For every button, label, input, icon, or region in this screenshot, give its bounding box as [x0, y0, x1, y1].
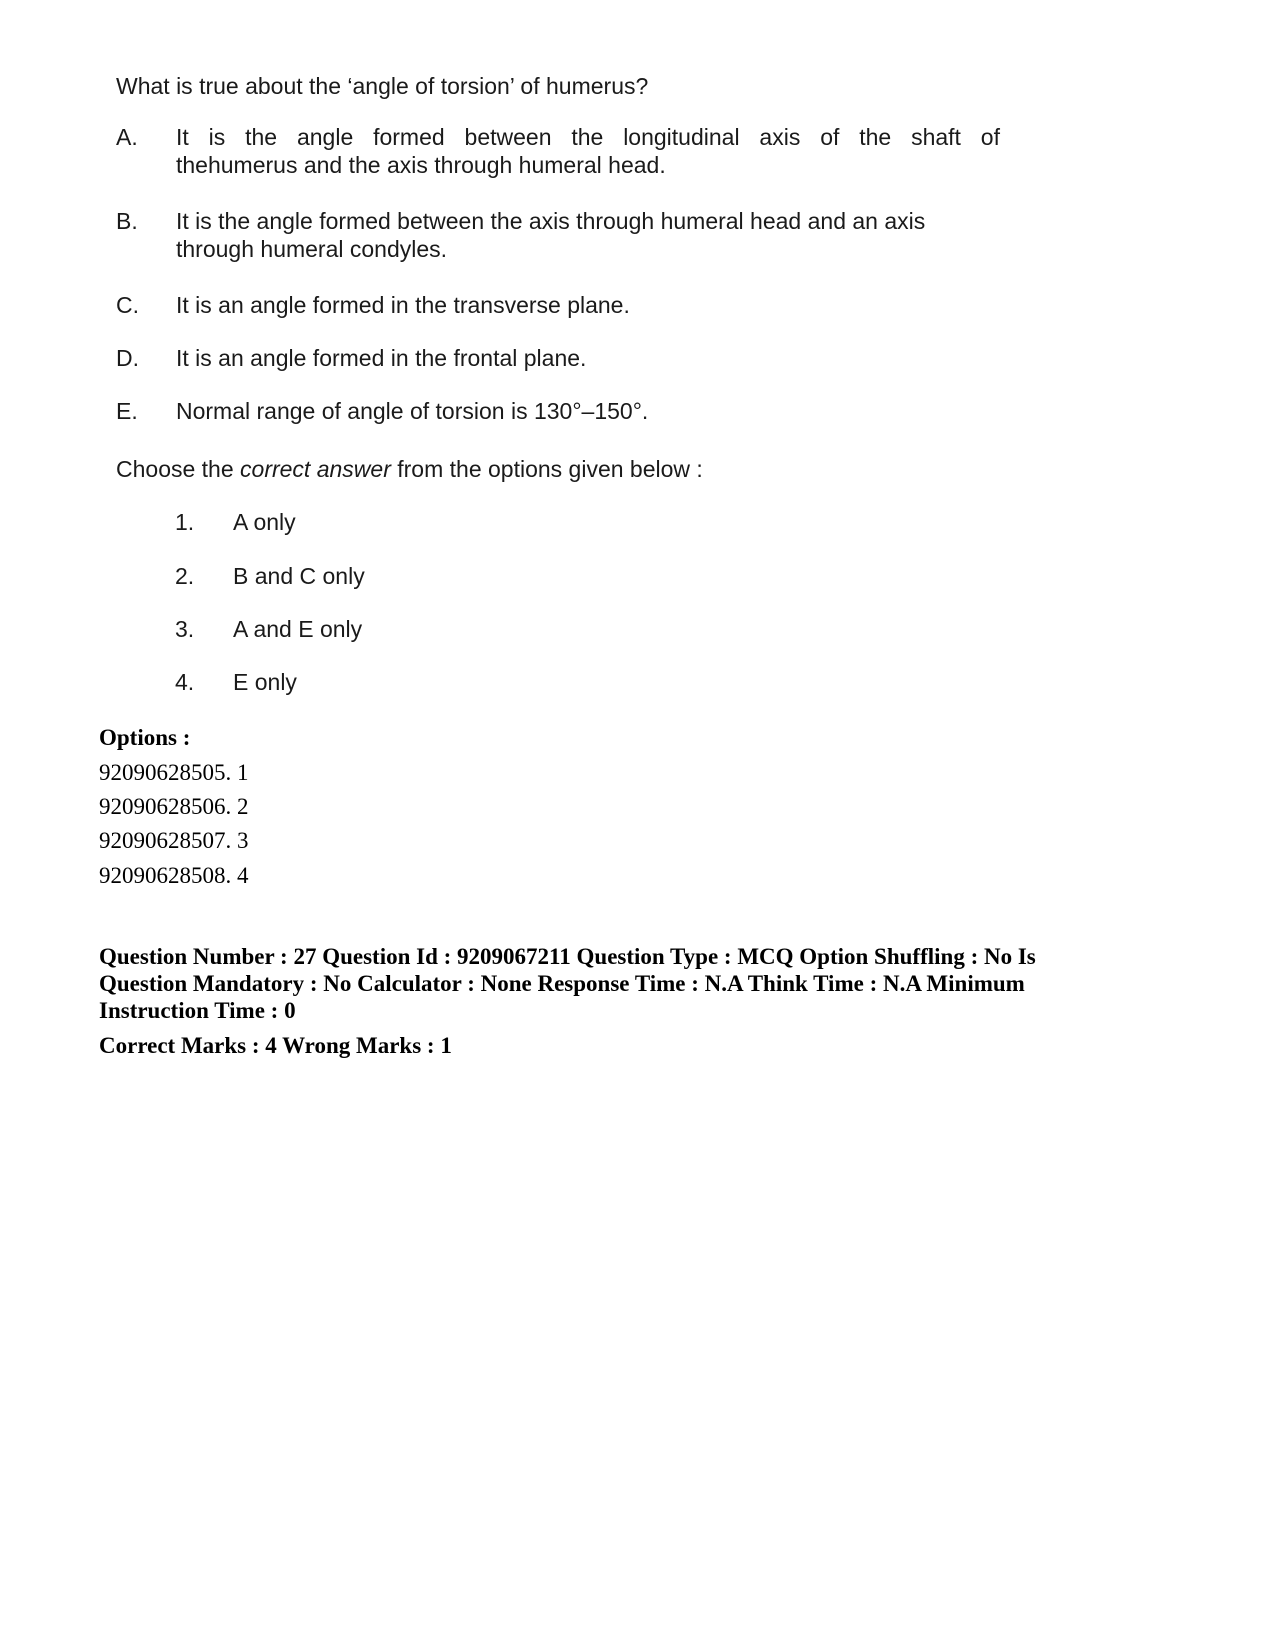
choose-text: from the options given below :: [390, 456, 703, 482]
answer-number: 2.: [175, 563, 195, 589]
statement-line: It is the angle formed between the longitudinal axis of the shaft of: [176, 124, 1000, 150]
statement-line: through humeral condyles.: [176, 236, 448, 262]
statement-body: Normal range of angle of torsion is 130°–150°.: [176, 398, 649, 424]
statement-a: [116, 123, 1000, 183]
options-heading: Options :: [99, 725, 191, 750]
statement-body: It is an angle formed in the transverse plane.: [176, 292, 630, 318]
statement-letter: B.: [116, 208, 138, 234]
option-item: 92090628505. 1: [99, 760, 249, 785]
statement-line: It is the angle formed between the axis through humeral head and an axis: [176, 208, 926, 234]
answer-text: A only: [233, 509, 296, 535]
statement-body: It is an angle formed in the frontal plane.: [176, 345, 587, 371]
question-details-line: Question Mandatory : No Calculator : None Response Time : N.A Think Time : N.A Minimum: [99, 971, 1025, 996]
question-details-line: Instruction Time : 0: [99, 998, 296, 1023]
answer-text: B and C only: [233, 563, 365, 589]
option-item: 92090628506. 2: [99, 794, 249, 819]
statement-b: [116, 207, 1000, 267]
question-details-line: Question Number : 27 Question Id : 9209067211 Question Type : MCQ Option Shuffling : No Is: [99, 944, 1036, 969]
statement-letter: E.: [116, 398, 138, 424]
option-item: 92090628507. 3: [99, 828, 249, 853]
choose-text: Choose the: [116, 456, 241, 482]
answer-number: 1.: [175, 509, 195, 535]
answer-text: E only: [233, 669, 297, 695]
choose-emphasis: correct answer: [240, 456, 391, 482]
question-details: [99, 943, 1159, 1024]
statement-body: [176, 207, 1000, 263]
answer-number: 4.: [175, 669, 195, 695]
statement-letter: A.: [116, 124, 138, 150]
question-text: What is true about the ‘angle of torsion’ of humerus?: [116, 73, 649, 99]
statement-body: [176, 123, 1000, 179]
marks-info: Correct Marks : 4 Wrong Marks : 1: [99, 1033, 452, 1058]
statement-letter: D.: [116, 345, 139, 371]
choose-instruction: [116, 455, 703, 483]
statement-letter: C.: [116, 292, 139, 318]
answer-number: 3.: [175, 616, 195, 642]
answer-text: A and E only: [233, 616, 363, 642]
statement-line: thehumerus and the axis through humeral head.: [176, 152, 666, 178]
option-item: 92090628508. 4: [99, 863, 249, 888]
